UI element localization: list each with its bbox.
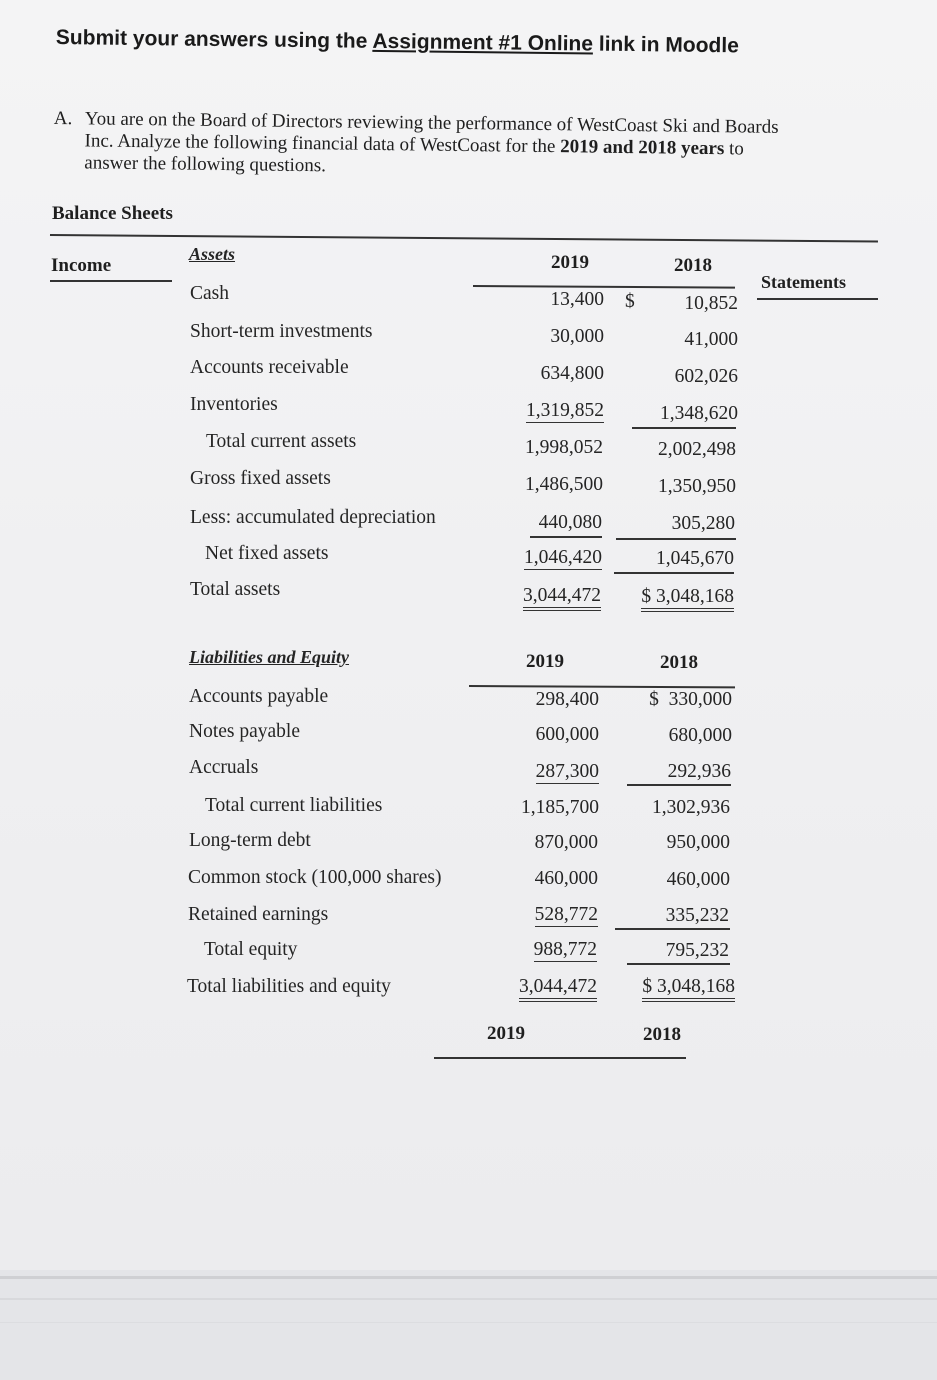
liab-label-notes-payable: Notes payable bbox=[189, 721, 301, 742]
liab-year-2018: 2018 bbox=[660, 652, 698, 673]
asset-2018-accum-depr: 305,280 bbox=[671, 513, 735, 534]
net-fixed-2018-rule bbox=[614, 572, 734, 574]
assignment-link[interactable]: Assignment #1 Online bbox=[372, 29, 594, 56]
inventories-2018-rule bbox=[632, 427, 736, 429]
intro-line-1: You are on the Board of Directors reviewing the performance of WestCoast Ski and Boards bbox=[84, 108, 779, 138]
assets-title: Assets bbox=[189, 244, 236, 264]
asset-2019-st-investments: 30,000 bbox=[550, 326, 604, 347]
asset-2019-gross-fixed: 1,486,500 bbox=[525, 474, 603, 495]
retained-2018-rule bbox=[615, 928, 730, 930]
intro-paragraph bbox=[53, 108, 779, 177]
liab-2018-accounts-payable: $ 330,000 bbox=[649, 689, 732, 710]
liab-2018-total-equity: 795,232 bbox=[665, 940, 729, 961]
liab-2018-common-stock: 460,000 bbox=[666, 869, 730, 890]
asset-label-net-fixed: Net fixed assets bbox=[205, 543, 329, 564]
liab-2019-long-term-debt: 870,000 bbox=[534, 832, 598, 853]
liab-2019-common-stock: 460,000 bbox=[534, 868, 598, 889]
liabilities-title: Liabilities and Equity bbox=[189, 647, 350, 667]
statements-label: Statements bbox=[761, 272, 846, 292]
income-label: Income bbox=[51, 255, 112, 276]
income-year-2018: 2018 bbox=[643, 1024, 681, 1045]
intro-line-2: Inc. Analyze the following financial data of WestCoast for the 2019 and 2018 years to bbox=[84, 130, 744, 160]
section-title: Balance Sheets bbox=[52, 203, 173, 224]
asset-2018-inventories: 1,348,620 bbox=[660, 403, 738, 424]
liab-2019-notes-payable: 600,000 bbox=[535, 724, 599, 745]
accum-depr-2018-rule bbox=[616, 538, 736, 540]
asset-2018-total-current: 2,002,498 bbox=[658, 439, 736, 460]
liab-label-retained-earnings: Retained earnings bbox=[188, 904, 329, 925]
intro-line-3: answer the following questions. bbox=[84, 152, 327, 177]
accum-depr-2019-rule bbox=[530, 536, 602, 538]
asset-2018-net-fixed: 1,045,670 bbox=[656, 548, 734, 569]
liab-label-common-stock: Common stock (100,000 shares) bbox=[188, 867, 442, 888]
bottom-edge bbox=[0, 1270, 937, 1380]
asset-label-st-investments: Short-term investments bbox=[190, 321, 373, 342]
liab-label-accruals: Accruals bbox=[189, 757, 259, 778]
asset-2019-total-current: 1,998,052 bbox=[525, 437, 603, 458]
header-suffix: link in Moodle bbox=[592, 32, 739, 58]
liab-2019-retained-earnings: 528,772 bbox=[534, 904, 598, 925]
liab-year-2019: 2019 bbox=[526, 651, 564, 672]
asset-label-accum-depr: Less: accumulated depreciation bbox=[190, 507, 436, 528]
liab-label-total-equity: Total equity bbox=[204, 939, 298, 960]
total-equity-2018-rule bbox=[627, 963, 730, 965]
income-rule bbox=[50, 280, 172, 282]
asset-2019-inventories: 1,319,852 bbox=[526, 400, 604, 421]
statements-rule bbox=[757, 298, 878, 300]
assets-year-2019: 2019 bbox=[551, 252, 589, 273]
asset-label-receivables: Accounts receivable bbox=[190, 357, 349, 378]
asset-2018-cash: 10,852 bbox=[684, 293, 738, 314]
asset-currency-cash: $ bbox=[625, 291, 635, 312]
asset-2019-accum-depr: 440,080 bbox=[538, 512, 602, 533]
liab-2019-accounts-payable: 298,400 bbox=[535, 689, 599, 710]
liab-2018-total-liab-equity: $ 3,048,168 bbox=[642, 976, 735, 1002]
liab-2019-total-liab-equity: 3,044,472 bbox=[519, 976, 597, 1002]
liab-2018-retained-earnings: 335,232 bbox=[665, 905, 729, 926]
intro-label: A. bbox=[53, 108, 73, 130]
asset-2019-net-fixed: 1,046,420 bbox=[524, 547, 602, 568]
liab-label-total-current: Total current liabilities bbox=[205, 795, 383, 816]
income-year-2019: 2019 bbox=[487, 1023, 525, 1044]
asset-2018-total: $ 3,048,168 bbox=[641, 586, 734, 612]
liab-2019-total-current: 1,185,700 bbox=[521, 797, 599, 818]
asset-2018-receivables: 602,026 bbox=[674, 366, 738, 387]
liab-2018-long-term-debt: 950,000 bbox=[666, 832, 730, 853]
asset-label-total-current: Total current assets bbox=[206, 431, 357, 452]
asset-label-total: Total assets bbox=[190, 579, 281, 600]
liab-2019-total-equity: 988,772 bbox=[533, 939, 597, 960]
asset-label-gross-fixed: Gross fixed assets bbox=[190, 468, 331, 489]
header-prefix: Submit your answers using the bbox=[55, 26, 373, 53]
asset-2019-receivables: 634,800 bbox=[540, 363, 604, 384]
liab-2018-notes-payable: 680,000 bbox=[668, 725, 732, 746]
assets-year-2018: 2018 bbox=[674, 255, 712, 276]
asset-2018-gross-fixed: 1,350,950 bbox=[658, 476, 736, 497]
asset-2019-total: 3,044,472 bbox=[523, 585, 601, 611]
accruals-2018-rule bbox=[627, 784, 731, 786]
asset-label-inventories: Inventories bbox=[190, 394, 278, 415]
income-header-rule bbox=[434, 1057, 686, 1059]
asset-2018-st-investments: 41,000 bbox=[684, 329, 738, 350]
liab-label-total-liab-equity: Total liabilities and equity bbox=[187, 976, 391, 997]
asset-label-cash: Cash bbox=[190, 283, 229, 304]
liab-label-long-term-debt: Long-term debt bbox=[189, 830, 311, 851]
liab-2018-accruals: 292,936 bbox=[667, 761, 731, 782]
liab-2019-accruals: 287,300 bbox=[535, 761, 599, 782]
asset-2019-cash: 13,400 bbox=[550, 289, 604, 310]
liab-2018-total-current: 1,302,936 bbox=[652, 797, 730, 818]
liab-label-accounts-payable: Accounts payable bbox=[189, 686, 329, 707]
